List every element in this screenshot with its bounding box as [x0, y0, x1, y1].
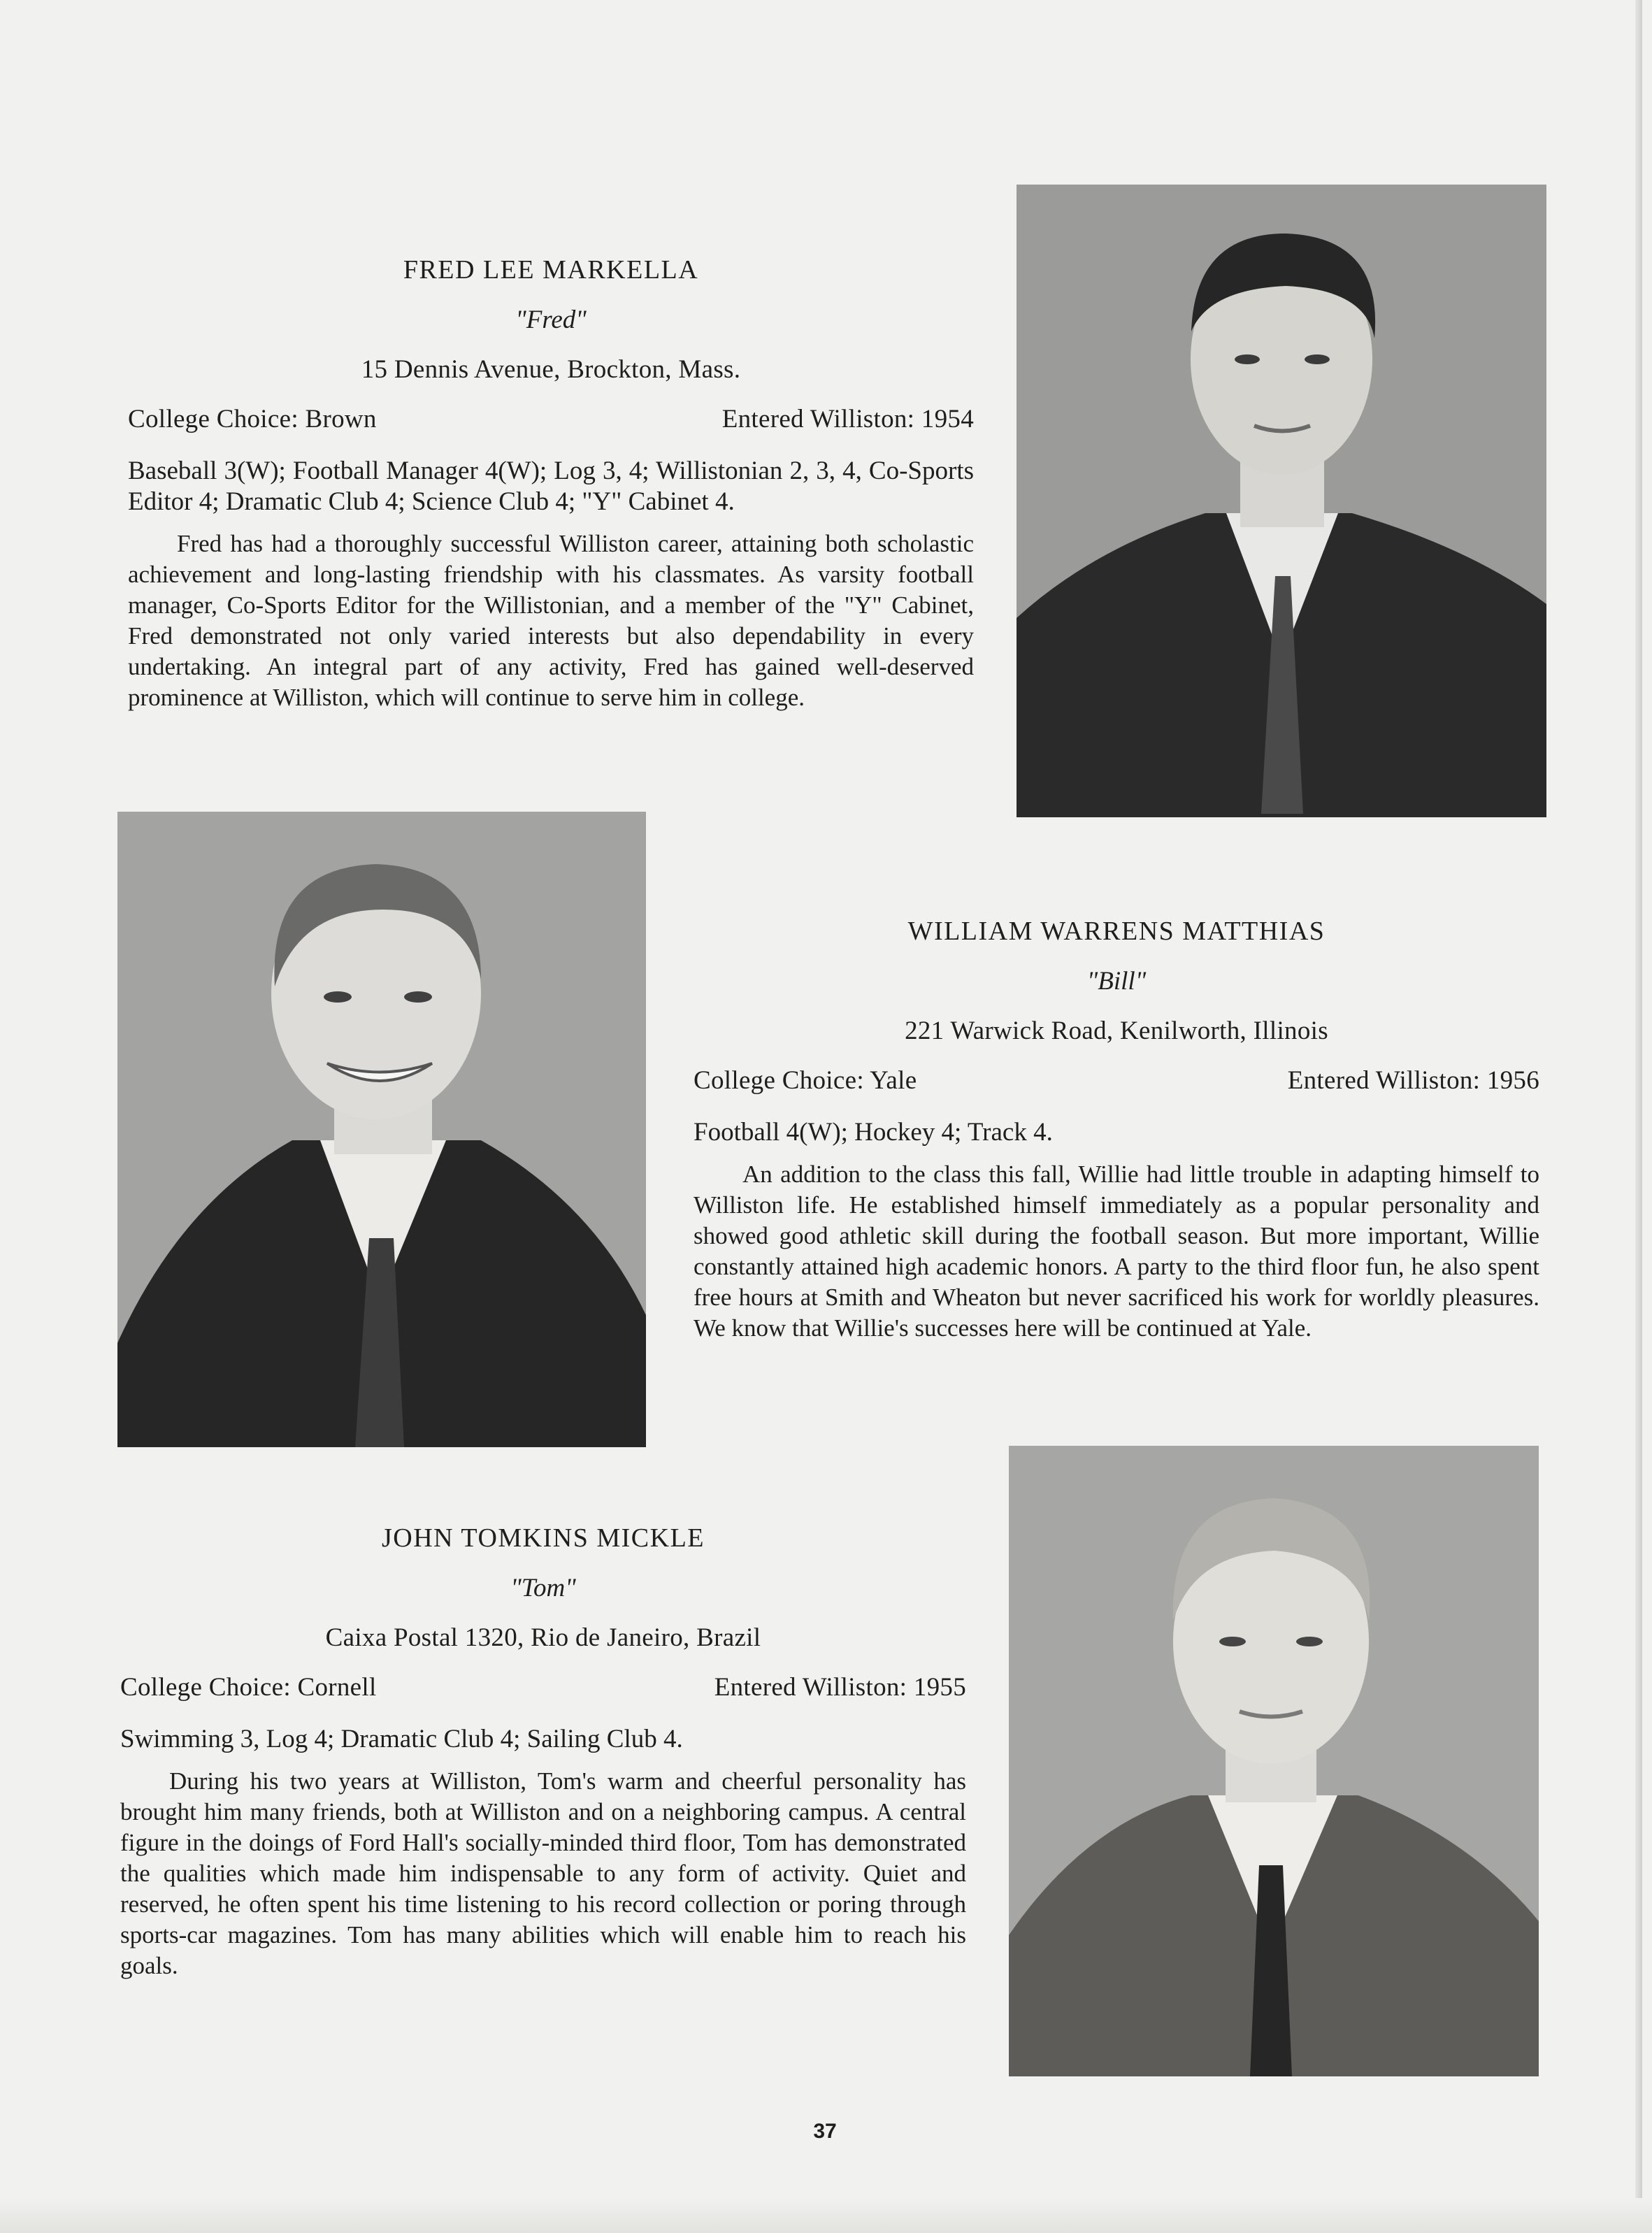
entered-year: Entered Williston: 1956: [1287, 1066, 1539, 1095]
student-nickname: "Bill": [1086, 967, 1147, 996]
student-address: Caixa Postal 1320, Rio de Janeiro, Brazil: [325, 1623, 761, 1652]
college-choice: College Choice: Yale: [694, 1066, 917, 1095]
student-description: During his two years at Williston, Tom's warm and cheerful personality has brought him many friends, both at Williston and on a neighboring campus. A central figure in the doings of Ford Hall's socially-minded third floor, Tom has demonstrated the qualities which made him indispensable to any form of activity. Quiet and reserved, he often spent his time listening to his record collection or poring through sports-car magazines. Tom has many abilities which will enable him to reach his goals.: [120, 1767, 966, 1979]
student-address: 221 Warwick Road, Kenilworth, Illinois: [905, 1017, 1328, 1045]
student-description: An addition to the class this fall, Willie had little trouble in adapting himself to Williston life. He established himself immediately as a popular personality and showed good athletic skill during the football season. But more important, Willie constantly attained high academic honors. A party to the third floor fun, he also spent free hours at Smith and Wheaton but never sacrificed his work for worldly pleasures. We know that Willie's successes here will be continued at Yale.: [694, 1161, 1539, 1342]
student-nickname: "Tom": [510, 1574, 576, 1602]
entered-year: Entered Williston: 1954: [721, 405, 974, 433]
student-name: FRED LEE MARKELLA: [403, 255, 699, 285]
college-row: [694, 1065, 1539, 1096]
page-bottom-shadow: [0, 2198, 1652, 2233]
student-name: JOHN TOMKINS MICKLE: [381, 1523, 705, 1553]
student-activities: Football 4(W); Hockey 4; Track 4.: [694, 1118, 1053, 1147]
page-number: 37: [813, 2120, 837, 2143]
page-edge-shadow: [1635, 0, 1642, 2233]
entered-year: Entered Williston: 1955: [714, 1673, 966, 1702]
student-name: WILLIAM WARRENS MATTHIAS: [907, 917, 1326, 946]
student-activities: Swimming 3, Log 4; Dramatic Club 4; Sailing Club 4.: [120, 1725, 683, 1753]
student-activities: Baseball 3(W); Football Manager 4(W); Log 3, 4; Willistonian 2, 3, 4, Co-Sports Editor 4; Dramatic Club 4; Science Club 4; "Y" Cabinet 4.: [128, 457, 974, 516]
bio-markella: [128, 254, 974, 713]
bio-matthias: [694, 916, 1539, 1344]
college-choice: College Choice: Cornell: [120, 1673, 377, 1702]
student-address: 15 Dennis Avenue, Brockton, Mass.: [361, 355, 741, 384]
portrait-photo-mickle: [1009, 1446, 1539, 2076]
college-row: [128, 403, 974, 435]
college-choice: College Choice: Brown: [128, 405, 377, 433]
student-nickname: "Fred": [515, 306, 587, 334]
portrait-photo-matthias: [117, 812, 646, 1447]
student-description: Fred has had a thoroughly successful Williston career, attaining both scholastic achievement and long-lasting friendship with his classmates. As varsity football manager, Co-Sports Editor for the Willistonian, and a member of the "Y" Cabinet, Fred demonstrated not only varied interests but also dependability in every undertaking. An integral part of any activity, Fred has gained well-deserved prominence at Williston, which will continue to serve him in college.: [128, 530, 974, 711]
portrait-photo-markella: [1017, 185, 1546, 817]
college-row: [120, 1672, 966, 1703]
bio-mickle: [120, 1523, 966, 1981]
